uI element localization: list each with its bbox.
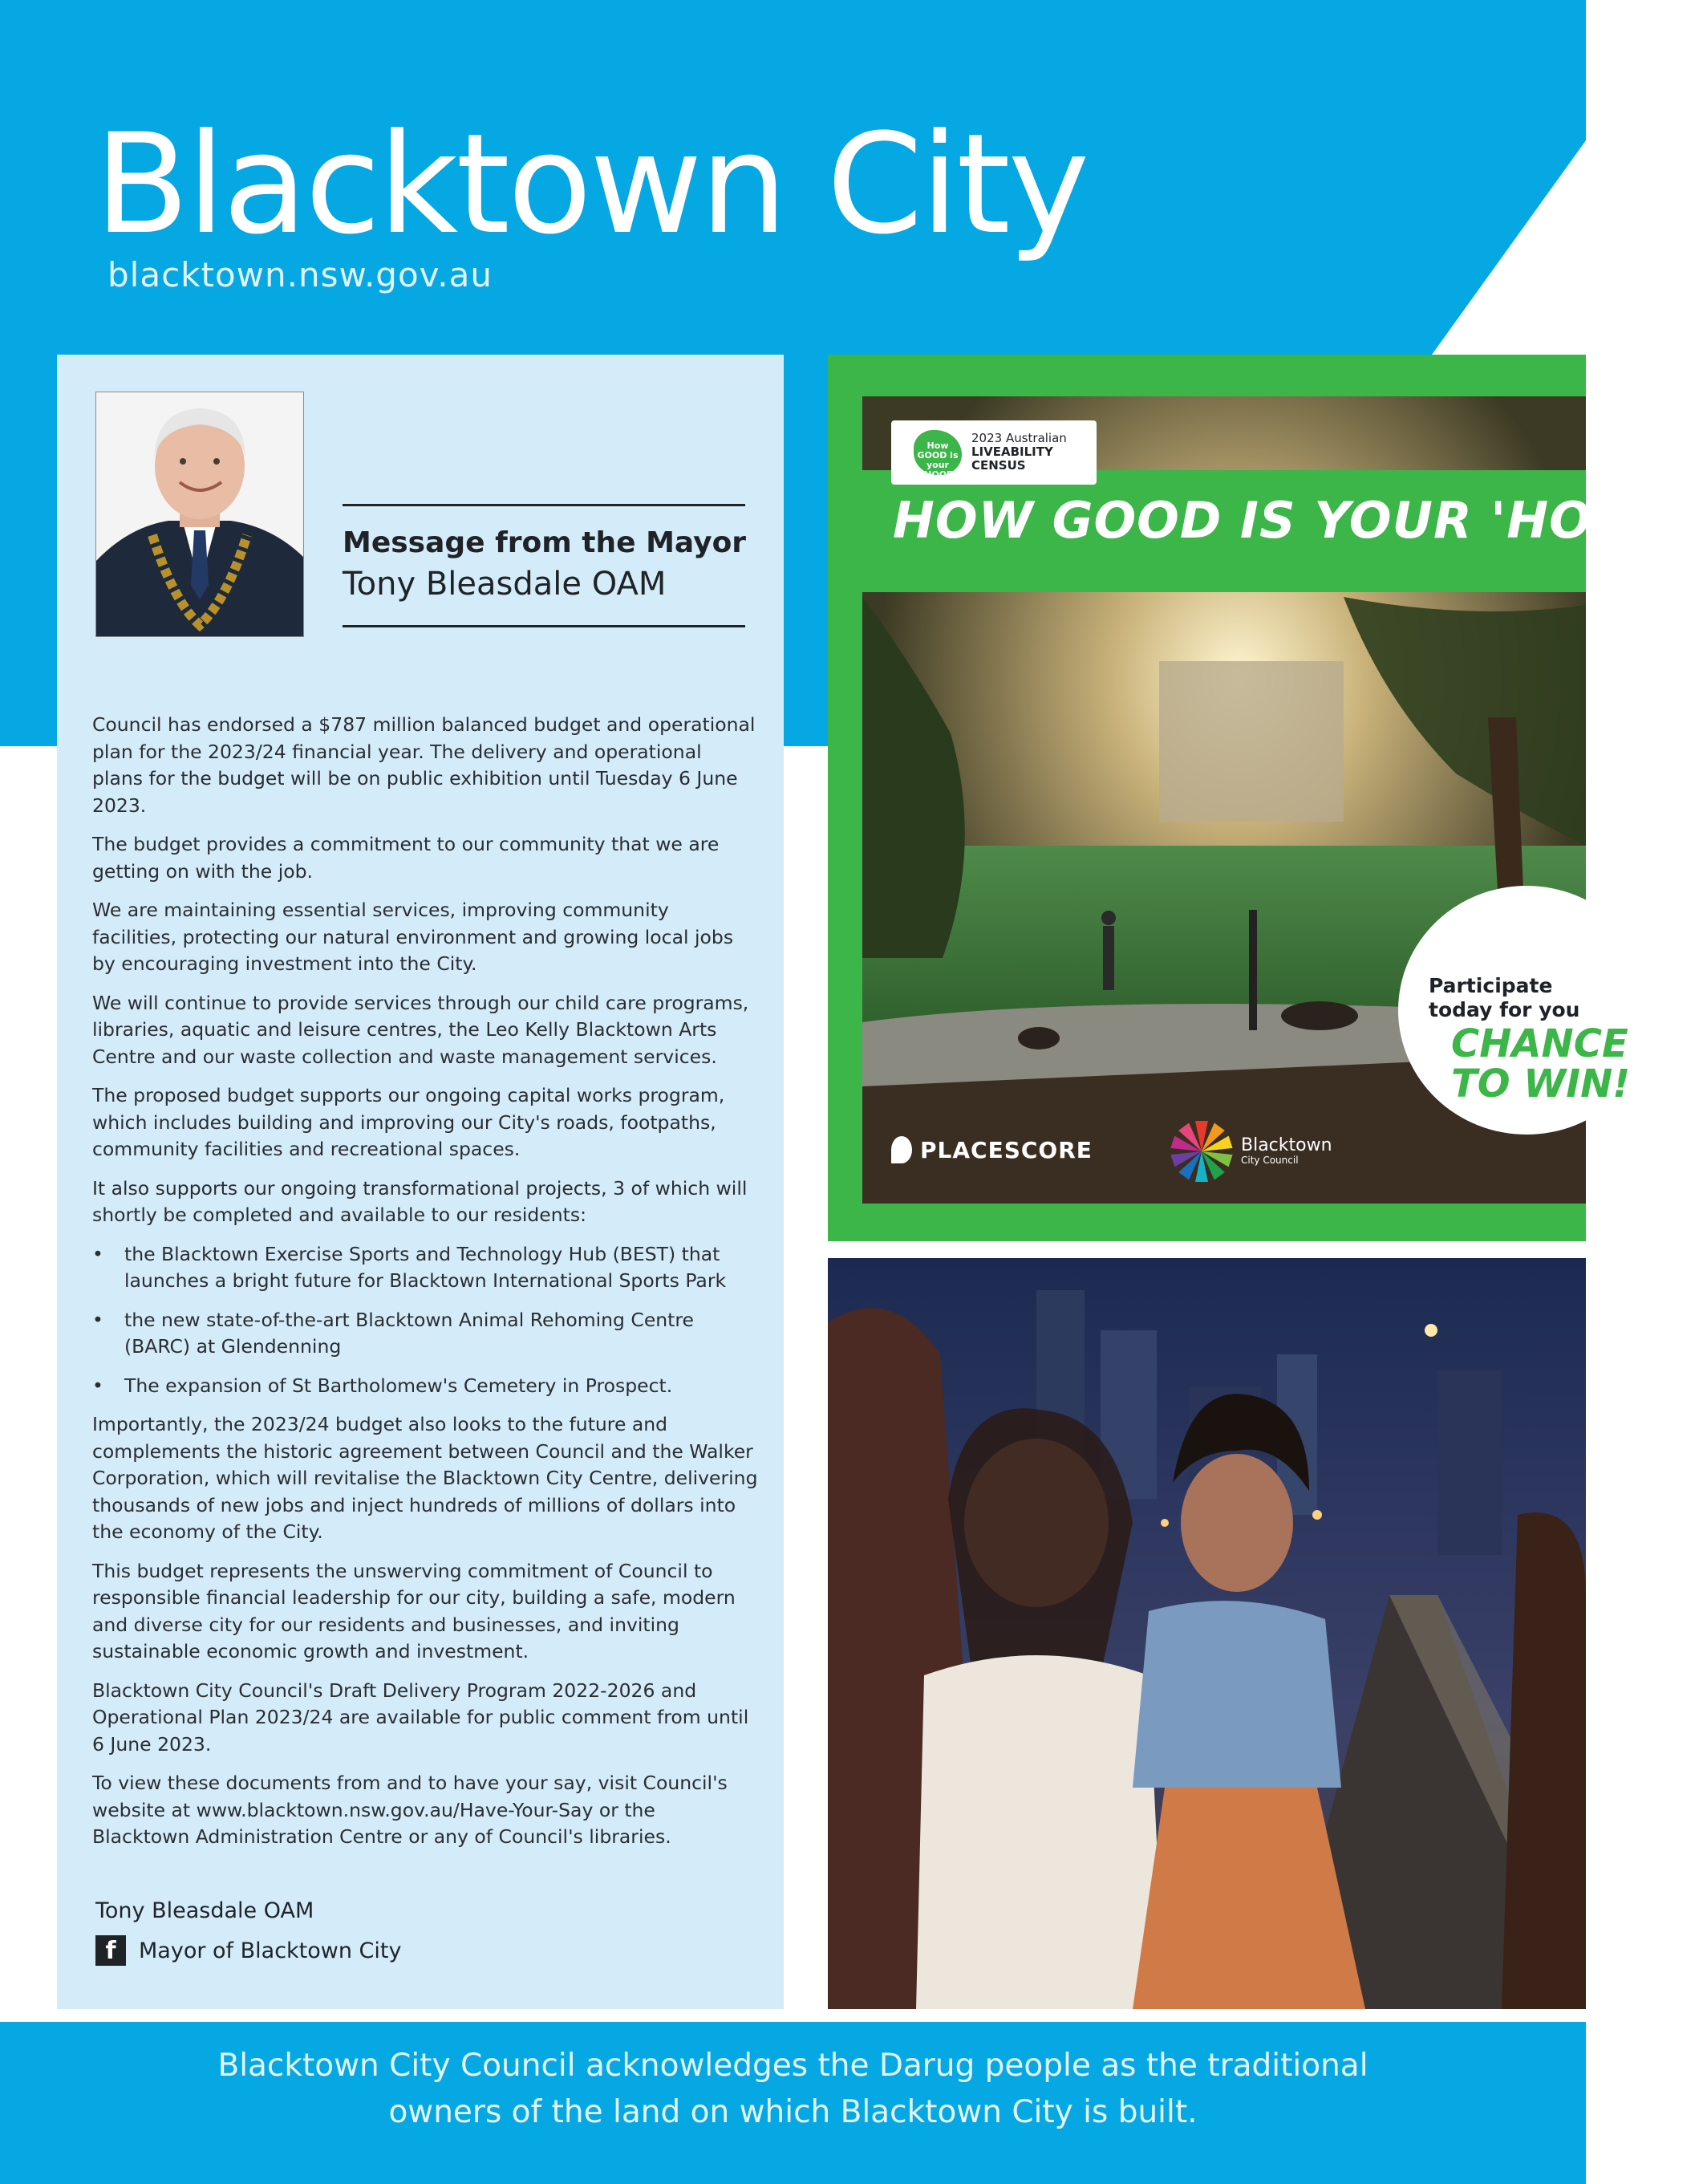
night-street-photo <box>828 1258 1586 2009</box>
signoff-name: Tony Bleasdale OAM <box>95 1898 314 1923</box>
mayor-name: Tony Bleasdale OAM <box>343 566 667 603</box>
liveability-census-ad[interactable] <box>828 355 1707 1241</box>
participate-bubble[interactable] <box>1398 886 1655 1135</box>
paragraph: We will continue to provide services through our child care programs, libraries, aquatic and leisure centres, the Leo Kelly Blacktown Arts Centre and our waste collection and waste management services. <box>92 991 749 1068</box>
paragraph: We are maintaining essential services, improving community facilities, protecting our natural environment and growing local jobs by encouraging investment into the City. <box>92 899 734 975</box>
paragraph: The budget provides a commitment to our community that we are getting on with the job. <box>92 833 720 883</box>
paragraph: To view these documents from and to have your say, visit Council's website at www.blacktown.nsw.gov.au/Have-Your-Say or the Blacktown Administration Centre or any of Council's libraries. <box>92 1772 728 1848</box>
list-item: • the Blacktown Exercise Sports and Technology Hub (BEST) that launches a bright future for Blacktown International Sports Park <box>92 1241 758 1295</box>
mayor-portrait-illustration <box>96 392 303 636</box>
signoff-role-row <box>95 1935 401 1966</box>
paragraph: Importantly, the 2023/24 budget also looks to the future and complements the historic agreement between Council and the Walker Corporation, which will revitalise the Blacktown City Centre, delivering thousands of new jobs and inject hundreds of millions of dollars into the economy of the City. <box>92 1413 758 1543</box>
acknowledgement-line2: owners of the land on which Blacktown City is built. <box>388 2094 1198 2130</box>
paragraph: Blacktown City Council's Draft Delivery Program 2022-2026 and Operational Plan 2023/24 are available for public comment from until 6 June 2023. <box>92 1679 749 1756</box>
bcc-logo-name: Blacktown <box>1241 1135 1332 1155</box>
participate-line1: Participate <box>1429 974 1553 997</box>
mayor-portrait <box>95 392 304 637</box>
placescore-logo <box>891 1136 1093 1163</box>
list-item: • the new state-of-the-art Blacktown Animal Rehoming Centre (BARC) at Glendenning <box>92 1307 758 1361</box>
footer-acknowledgement <box>0 2022 1586 2184</box>
acknowledgement-line1: Blacktown City Council acknowledges the Darug people as the traditional <box>217 2048 1368 2084</box>
participate-line2: today for you <box>1429 998 1580 1021</box>
mayor-message-body <box>92 712 758 1863</box>
census-logo-line1: 2023 Australian <box>971 431 1067 445</box>
chance-text <box>1451 1021 1631 1106</box>
mayor-signoff <box>95 1895 401 1966</box>
acknowledgement-text <box>0 2043 1586 2136</box>
census-logo-mini-text: How GOOD is your 'HOOD <box>917 440 959 480</box>
placescore-label: PLACESCORE <box>920 1136 1093 1163</box>
mayor-message-panel <box>57 355 784 2009</box>
census-ad-image <box>862 396 1707 1204</box>
paragraph: Council has endorsed a $787 million balanced budget and operational plan for the 2023/24 financial year. The delivery and operational plans for the budget will be on public exhibition until Tuesday 6 June 2023. <box>92 713 756 817</box>
page-title: Blacktown City <box>95 104 1088 265</box>
projects-list <box>92 1241 758 1400</box>
bcc-logo-sub: City Council <box>1241 1155 1299 1166</box>
census-logo-line2: LIVEABILITY <box>971 445 1053 459</box>
paragraph: The proposed budget supports our ongoing capital works program, which includes building and improving our City's roads, footpaths, community facilities and recreational spaces. <box>92 1084 725 1160</box>
chance-line1: CHANCE <box>1451 1021 1628 1066</box>
census-logo-line3: CENSUS <box>971 458 1026 473</box>
signoff-role: Mayor of Blacktown City <box>139 1938 402 1963</box>
participate-text <box>1429 974 1579 1022</box>
list-item: • The expansion of St Bartholomew's Cemetery in Prospect. <box>92 1373 758 1400</box>
website-url[interactable]: blacktown.nsw.gov.au <box>107 255 493 294</box>
chance-line2: TO WIN! <box>1451 1062 1631 1106</box>
census-headline: HOW GOOD IS YOUR 'HOOD? <box>893 491 1707 550</box>
facebook-icon[interactable]: f <box>95 1935 126 1966</box>
blacktown-council-logo <box>1167 1117 1332 1186</box>
paragraph: This budget represents the unswerving commitment of Council to responsible financial leadership for our city, building a safe, modern and diverse city for our residents and businesses, and inviting sustainable economic growth and investment. <box>92 1559 736 1662</box>
mayor-heading <box>343 504 745 627</box>
census-logo <box>891 420 1097 485</box>
message-heading: Message from the Mayor <box>343 526 747 559</box>
night-street-illustration <box>828 1258 1586 2009</box>
paragraph: It also supports our ongoing transformational projects, 3 of which will shortly be completed and available to our residents: <box>92 1176 748 1226</box>
blacktown-star-icon <box>1167 1117 1236 1186</box>
placescore-pin-icon <box>891 1136 912 1163</box>
